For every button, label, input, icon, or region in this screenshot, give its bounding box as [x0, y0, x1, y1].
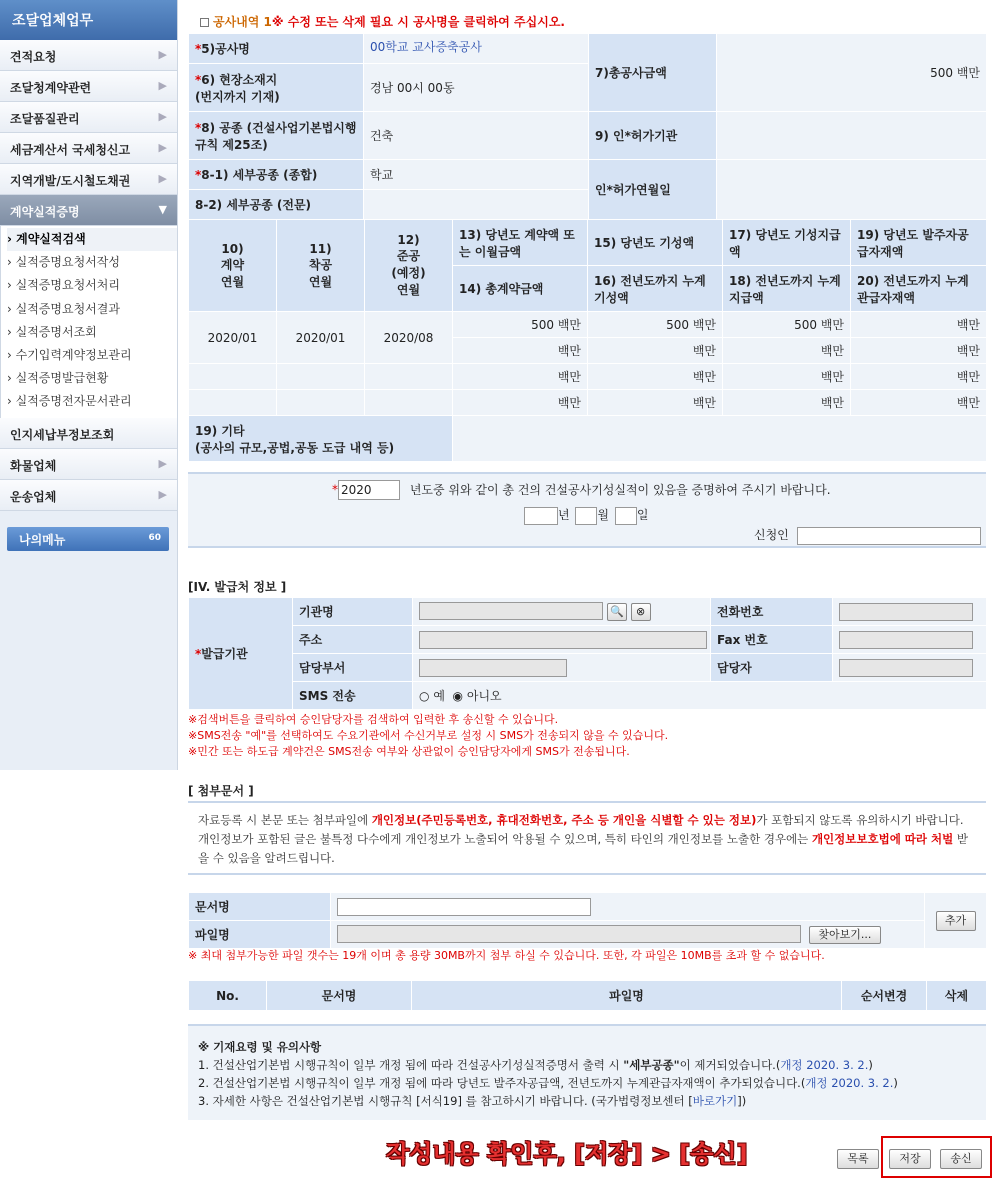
sidebar	[0, 0, 178, 770]
shortcut-link[interactable]: 바로가기	[692, 1094, 738, 1108]
person-input[interactable]	[839, 659, 973, 677]
square-icon	[200, 18, 209, 27]
attach-section-title: [ 첨부문서 ]	[188, 784, 254, 798]
list-button[interactable]: 목록	[837, 1149, 879, 1169]
address-input[interactable]	[419, 631, 707, 649]
chevron-right-icon: ▶	[158, 456, 167, 470]
sidebar-item[interactable]: 조달청계약관련 ▶	[0, 71, 177, 102]
chevron-right-icon: ▶	[158, 172, 167, 185]
submenu-item[interactable]: › 실적증명서조회	[7, 324, 97, 339]
date-month-input[interactable]	[575, 507, 597, 525]
submenu	[0, 226, 177, 418]
privacy-notice: 자료등록 시 본문 또는 첨부파일에 개인정보(주민등록번호, 휴대전화번호, 주소 등 개인을 식별할 수 있는 정보)가 포함되지 않도록 유의하시기 바랍니다. 개인정보가 포함된 글은 불특정 다수에게 개인정보가 노출되어 악용될 수 있으며, 특히 타인의 개인정보를 노출한 경우에는 개인정보보호법에 따라 처벌 받을 수 있음을 알려드립니다.	[188, 801, 986, 875]
clear-button[interactable]: ⊗	[631, 603, 651, 621]
add-button[interactable]: 추가	[936, 911, 976, 931]
date-year-input[interactable]	[524, 507, 558, 525]
submenu-item[interactable]: › 계약실적검색	[7, 228, 177, 251]
performance-table: 10) 계약 연월 11) 착공 연월 12) 준공 (예정) 연월 13) 당년도 계약액 또는 이월금액 15) 당년도 기성액 17) 당년도 기성지급액 19) 당년도 발주자공급자재액 14) 총계약금액 16) 전년도까지 누계기성액 18) 전년도까지 누계지급액 20) 전년도까지 누계관급자재액 2020/01 2020/01 2020/08 500 백만 500 백만 500 백만 백만 백만 백만 백만 백만 백만 백만 백만 백만 백만 백만 백만 백만 19) 기타 (공사의 규모,공법,공동 도급 내역 등)	[188, 219, 987, 462]
docname-input[interactable]	[337, 898, 591, 916]
issuer-section-title: [IV. 발급처 정보 ]	[188, 580, 287, 594]
org-input[interactable]	[419, 602, 603, 620]
attach-list-table: No. 문서명 파일명 순서변경 삭제	[188, 980, 987, 1011]
submenu-item[interactable]: › 실적증명전자문서관리	[7, 394, 132, 409]
send-button[interactable]: 송신	[940, 1149, 982, 1169]
attach-form: 문서명 추가 파일명 찾아보기...	[188, 892, 987, 949]
my-menu-button[interactable]: 나의메뉴 60	[7, 527, 169, 551]
sidebar-item[interactable]: 세금계산서 국세청신고 ▶	[0, 133, 177, 164]
chevron-down-icon: ▼	[158, 203, 167, 216]
tel-input[interactable]	[839, 603, 973, 621]
submenu-item[interactable]: › 실적증명요청서결과	[7, 301, 120, 316]
date-day-input[interactable]	[615, 507, 637, 525]
guide-box: ※ 기재요령 및 유의사항 1. 건설산업기본법 시행규칙이 일부 개정 됨에 따라 건설공사기성실적증명서 출력 시 "세부공종"이 제거되었습니다.(개정 2020. 3. 2.) 2. 건설산업기본법 시행규칙이 일부 개정 됨에 따라 당년도 발주자공급액, 전년도까지 누계관급자재액이 추가되었습니다.(개정 2020. 3. 2.) 3. 자세한 사항은 건설산업기본법 시행규칙 [서식19] 를 참고하시기 바랍니다. (국가법령정보센터 [바로가기])	[188, 1024, 986, 1120]
fax-input[interactable]	[839, 631, 973, 649]
project-info-table: *5)공사명 00학교 교사증축공사 7)총공사금액 500 백만 *6) 현장소재지 (번지까지 기재) 경남 00시 00동 *8) 공종 (건설사업기본법시행 규칙 제25조) 건축 9) 인*허가기관 *8-1) 세부공종 (종합) 학교 인*허가연월일 8-2) 세부공종 (전문)	[188, 33, 987, 220]
instruction-caption: 작성내용 확인후, [저장] > [송신]	[386, 1140, 748, 1168]
section-header: 공사내역 1※ 수정 또는 삭제 필요 시 공사명을 클릭하여 주십시오.	[200, 13, 565, 30]
save-button[interactable]: 저장	[889, 1149, 931, 1169]
applicant-input[interactable]	[797, 527, 981, 545]
chevron-right-icon: ▶	[158, 110, 167, 123]
sidebar-item[interactable]: 견적요청 ▶	[0, 40, 177, 71]
chevron-right-icon: ▶	[158, 141, 167, 154]
sidebar-item[interactable]: 인지세납부정보조회	[0, 418, 177, 449]
sms-no-radio[interactable]: ◉	[452, 689, 464, 703]
sidebar-title: 조달업체업무	[0, 0, 177, 40]
dept-input[interactable]	[419, 659, 567, 677]
chevron-right-icon: ▶	[158, 48, 167, 61]
certification-area: * 2020 년도중 위와 같이 총 건의 건설공사기성실적이 있음을 증명하여 주시기 바랍니다. 년 월 일 신청인	[188, 472, 986, 548]
issuer-table: *발급기관 기관명 🔍 ⊗ 전화번호 주소 Fax 번호 담당부서 담당자 SMS 전송 ○ 예 ◉ 아니오	[188, 597, 987, 710]
attach-limit-note: ※ 최대 첨부가능한 파일 갯수는 19개 이며 총 용량 30MB까지 첨부 하실 수 있습니다. 또한, 각 파일은 10MB를 초과 할 수 없습니다.	[188, 949, 825, 962]
project-name-link[interactable]: 00학교 교사증축공사	[370, 40, 482, 54]
issuer-notes: ※검색버튼을 클릭하여 승인담당자를 검색하여 입력한 후 송신할 수 있습니다. ※SMS전송 "예"를 선택하여도 수요기관에서 수신거부로 설정 시 SMS가 전송되지 않을 수 있습니다. ※민간 또는 하도급 계약건은 SMS전송 여부와 상관없이 승인담당자에게 SMS가 전송됩니다.	[188, 713, 669, 758]
year-input[interactable]: 2020	[338, 480, 400, 500]
browse-button[interactable]: 찾아보기...	[809, 926, 881, 944]
sidebar-item[interactable]: 운송업체 ▶	[0, 480, 177, 511]
file-path-input[interactable]	[337, 925, 801, 943]
sms-yes-radio[interactable]: ○	[419, 689, 430, 703]
sidebar-item-active[interactable]: 계약실적증명 ▼	[0, 195, 177, 226]
submenu-item[interactable]: › 실적증명요청서작성	[7, 255, 120, 270]
submenu-item[interactable]: › 실적증명요청서처리	[7, 278, 120, 293]
submenu-item[interactable]: › 수기입력계약정보관리	[7, 347, 132, 362]
search-button[interactable]: 🔍	[607, 603, 627, 621]
submenu-item[interactable]: › 실적증명발급현황	[7, 371, 109, 386]
sidebar-item[interactable]: 지역개발/도시철도채권 ▶	[0, 164, 177, 195]
sidebar-item[interactable]: 조달품질관리 ▶	[0, 102, 177, 133]
sidebar-item[interactable]: 화물업체 ▶	[0, 449, 177, 480]
chevron-right-icon: ▶	[158, 79, 167, 92]
chevron-right-icon: ▶	[158, 487, 167, 501]
